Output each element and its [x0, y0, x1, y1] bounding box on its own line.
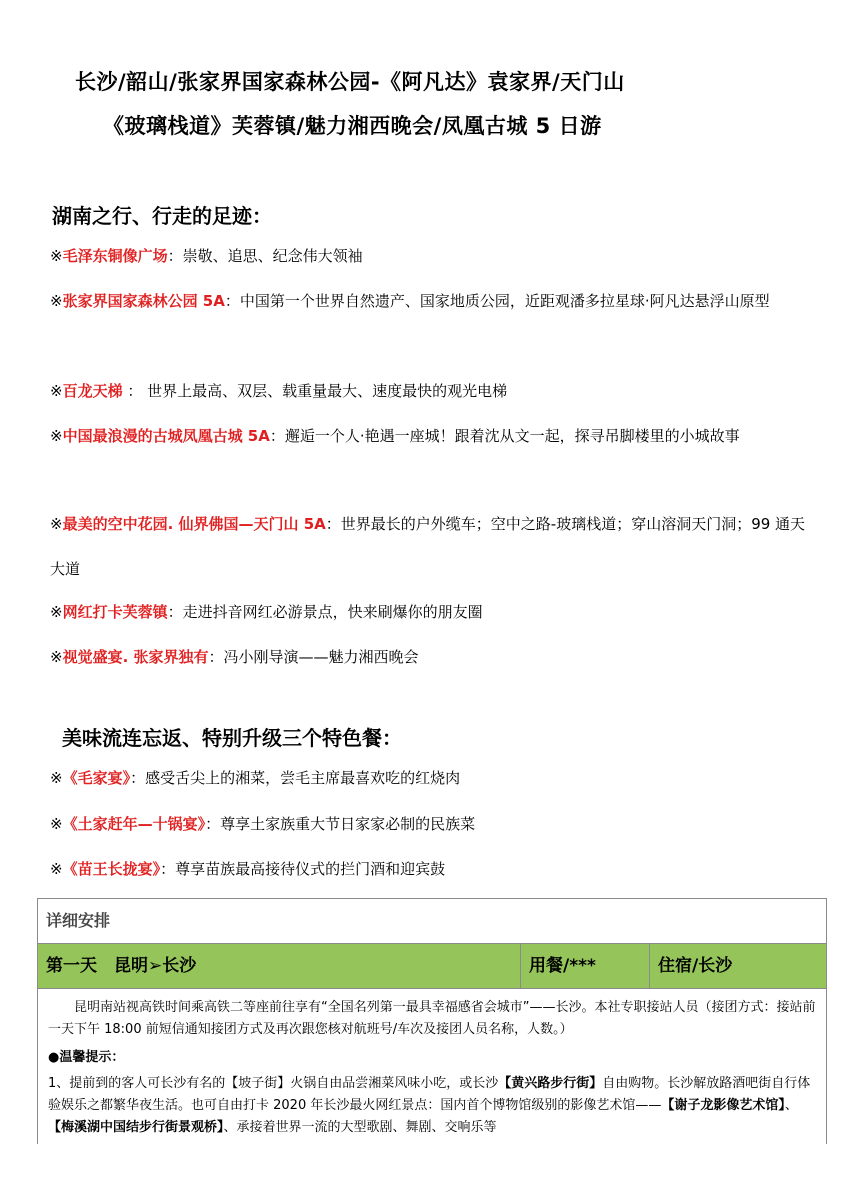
tip-highlight: 【梅溪湖中国结步行街景观桥】	[48, 1120, 224, 1135]
day-header-row	[38, 944, 826, 989]
bullet-mark: ※	[50, 648, 63, 666]
item-desc: ：中国第一个世界自然遗产、国家地质公园，近距观潘多拉星球·阿凡达悬浮山原型	[224, 292, 770, 310]
day-description: 昆明南站视高铁时间乘高铁二等座前往享有“全国名列第一最具幸福感省会城市”——长沙。本社专职接站人员（接团方式：接站前一天下午 18:00 前短信通知接团方式及再次跟您核对航班号/车次及接团人员名称，人数。）	[48, 1000, 816, 1037]
item-desc: ：崇敬、追思、纪念伟大领袖	[167, 247, 363, 265]
item-name: 毛泽东铜像广场	[62, 247, 168, 265]
item-name: 网红打卡芙蓉镇	[62, 603, 168, 621]
warm-tip-text	[48, 1073, 816, 1139]
item-desc: ：感受舌尖上的湘菜，尝毛主席最喜欢吃的红烧肉	[130, 769, 461, 787]
list-item	[50, 279, 810, 324]
bullet-mark: ※	[50, 603, 63, 621]
item-desc: ：尊享土家族重大节日家家必制的民族菜	[205, 815, 476, 833]
tip-text-part: 自由购物。长沙解放路酒吧街自行体验娱乐之都繁华夜生活。也可自由打卡 2020 年长沙最火网红景点：国内首个博物馆级别的影像艺术馆——	[48, 1076, 811, 1113]
day-content	[38, 989, 826, 1139]
bullet-mark: ※	[50, 427, 63, 445]
item-name: 《土家赶年—十锅宴》	[62, 815, 206, 833]
tip-highlight: 【谢子龙影像艺术馆】	[661, 1098, 785, 1113]
warm-tip-label: ●温馨提示：	[48, 1050, 125, 1065]
item-name: 《毛家宴》	[62, 769, 131, 787]
list-item	[50, 635, 810, 680]
list-item	[50, 234, 810, 279]
item-desc: ：邂逅一个人·艳遇一座城！跟着沈从文一起，探寻吊脚楼里的小城故事	[269, 427, 740, 445]
list-item	[50, 502, 810, 592]
item-name: 《苗王长拢宴》	[62, 860, 161, 878]
bullet-mark: ※	[50, 860, 63, 878]
list-item	[50, 369, 810, 414]
item-desc: ：尊享苗族最高接待仪式的拦门酒和迎宾鼓	[160, 860, 446, 878]
bullet-mark: ※	[50, 247, 63, 265]
list-item	[50, 858, 445, 879]
tip-text-part: 、承接着世界一流的大型歌剧、舞剧、交响乐等	[223, 1120, 497, 1135]
item-name: 百龙天梯	[62, 382, 123, 400]
page-title-line-1: 长沙/韶山/张家界国家森林公园-《阿凡达》袁家界/天门山	[75, 70, 625, 94]
page-title-line-2: 《玻璃栈道》芙蓉镇/魅力湘西晚会/凤凰古城 5 日游	[103, 114, 602, 138]
day-meal: 用餐/***	[521, 944, 650, 988]
day-route: 第一天 昆明➢长沙	[38, 944, 521, 988]
day-stay: 住宿/长沙	[658, 956, 733, 976]
list-item	[50, 414, 810, 459]
schedule-title: 详细安排	[38, 899, 826, 944]
item-name: 中国最浪漫的古城凤凰古城 5A	[62, 427, 270, 445]
section-heading-meals: 美味流连忘返、特别升级三个特色餐：	[62, 726, 402, 750]
list-item	[50, 590, 810, 635]
list-item	[50, 813, 475, 834]
item-name: 最美的空中花园. 仙界佛国—天门山 5A	[62, 515, 326, 533]
section-heading-footprints: 湖南之行、行走的足迹：	[52, 204, 272, 228]
schedule-table	[37, 898, 827, 1144]
list-item	[50, 767, 460, 788]
bullet-mark: ※	[50, 292, 63, 310]
tip-highlight: 【黄兴路步行街】	[498, 1076, 603, 1091]
item-desc: ：冯小刚导演——魅力湘西晚会	[208, 648, 419, 666]
tip-text-part: 1、提前到的客人可长沙有名的【坡子街】火锅自由品尝湘菜风味小吃，或长沙	[48, 1076, 499, 1091]
item-name: 张家界国家森林公园 5A	[62, 292, 225, 310]
tip-text-part: 、	[784, 1098, 798, 1113]
bullet-mark: ※	[50, 382, 63, 400]
bullet-mark: ※	[50, 815, 63, 833]
item-desc: ：世界最长的户外缆车；空中之路-玻璃栈道；穿山溶洞天门洞；99 通天大道	[50, 515, 806, 578]
item-name: 视觉盛宴. 张家界独有	[62, 648, 209, 666]
bullet-mark: ※	[50, 515, 63, 533]
item-desc: ： 世界上最高、双层、载重量最大、速度最快的观光电梯	[122, 382, 508, 400]
item-desc: ：走进抖音网红必游景点，快来刷爆你的朋友圈	[167, 603, 483, 621]
bullet-mark: ※	[50, 769, 63, 787]
